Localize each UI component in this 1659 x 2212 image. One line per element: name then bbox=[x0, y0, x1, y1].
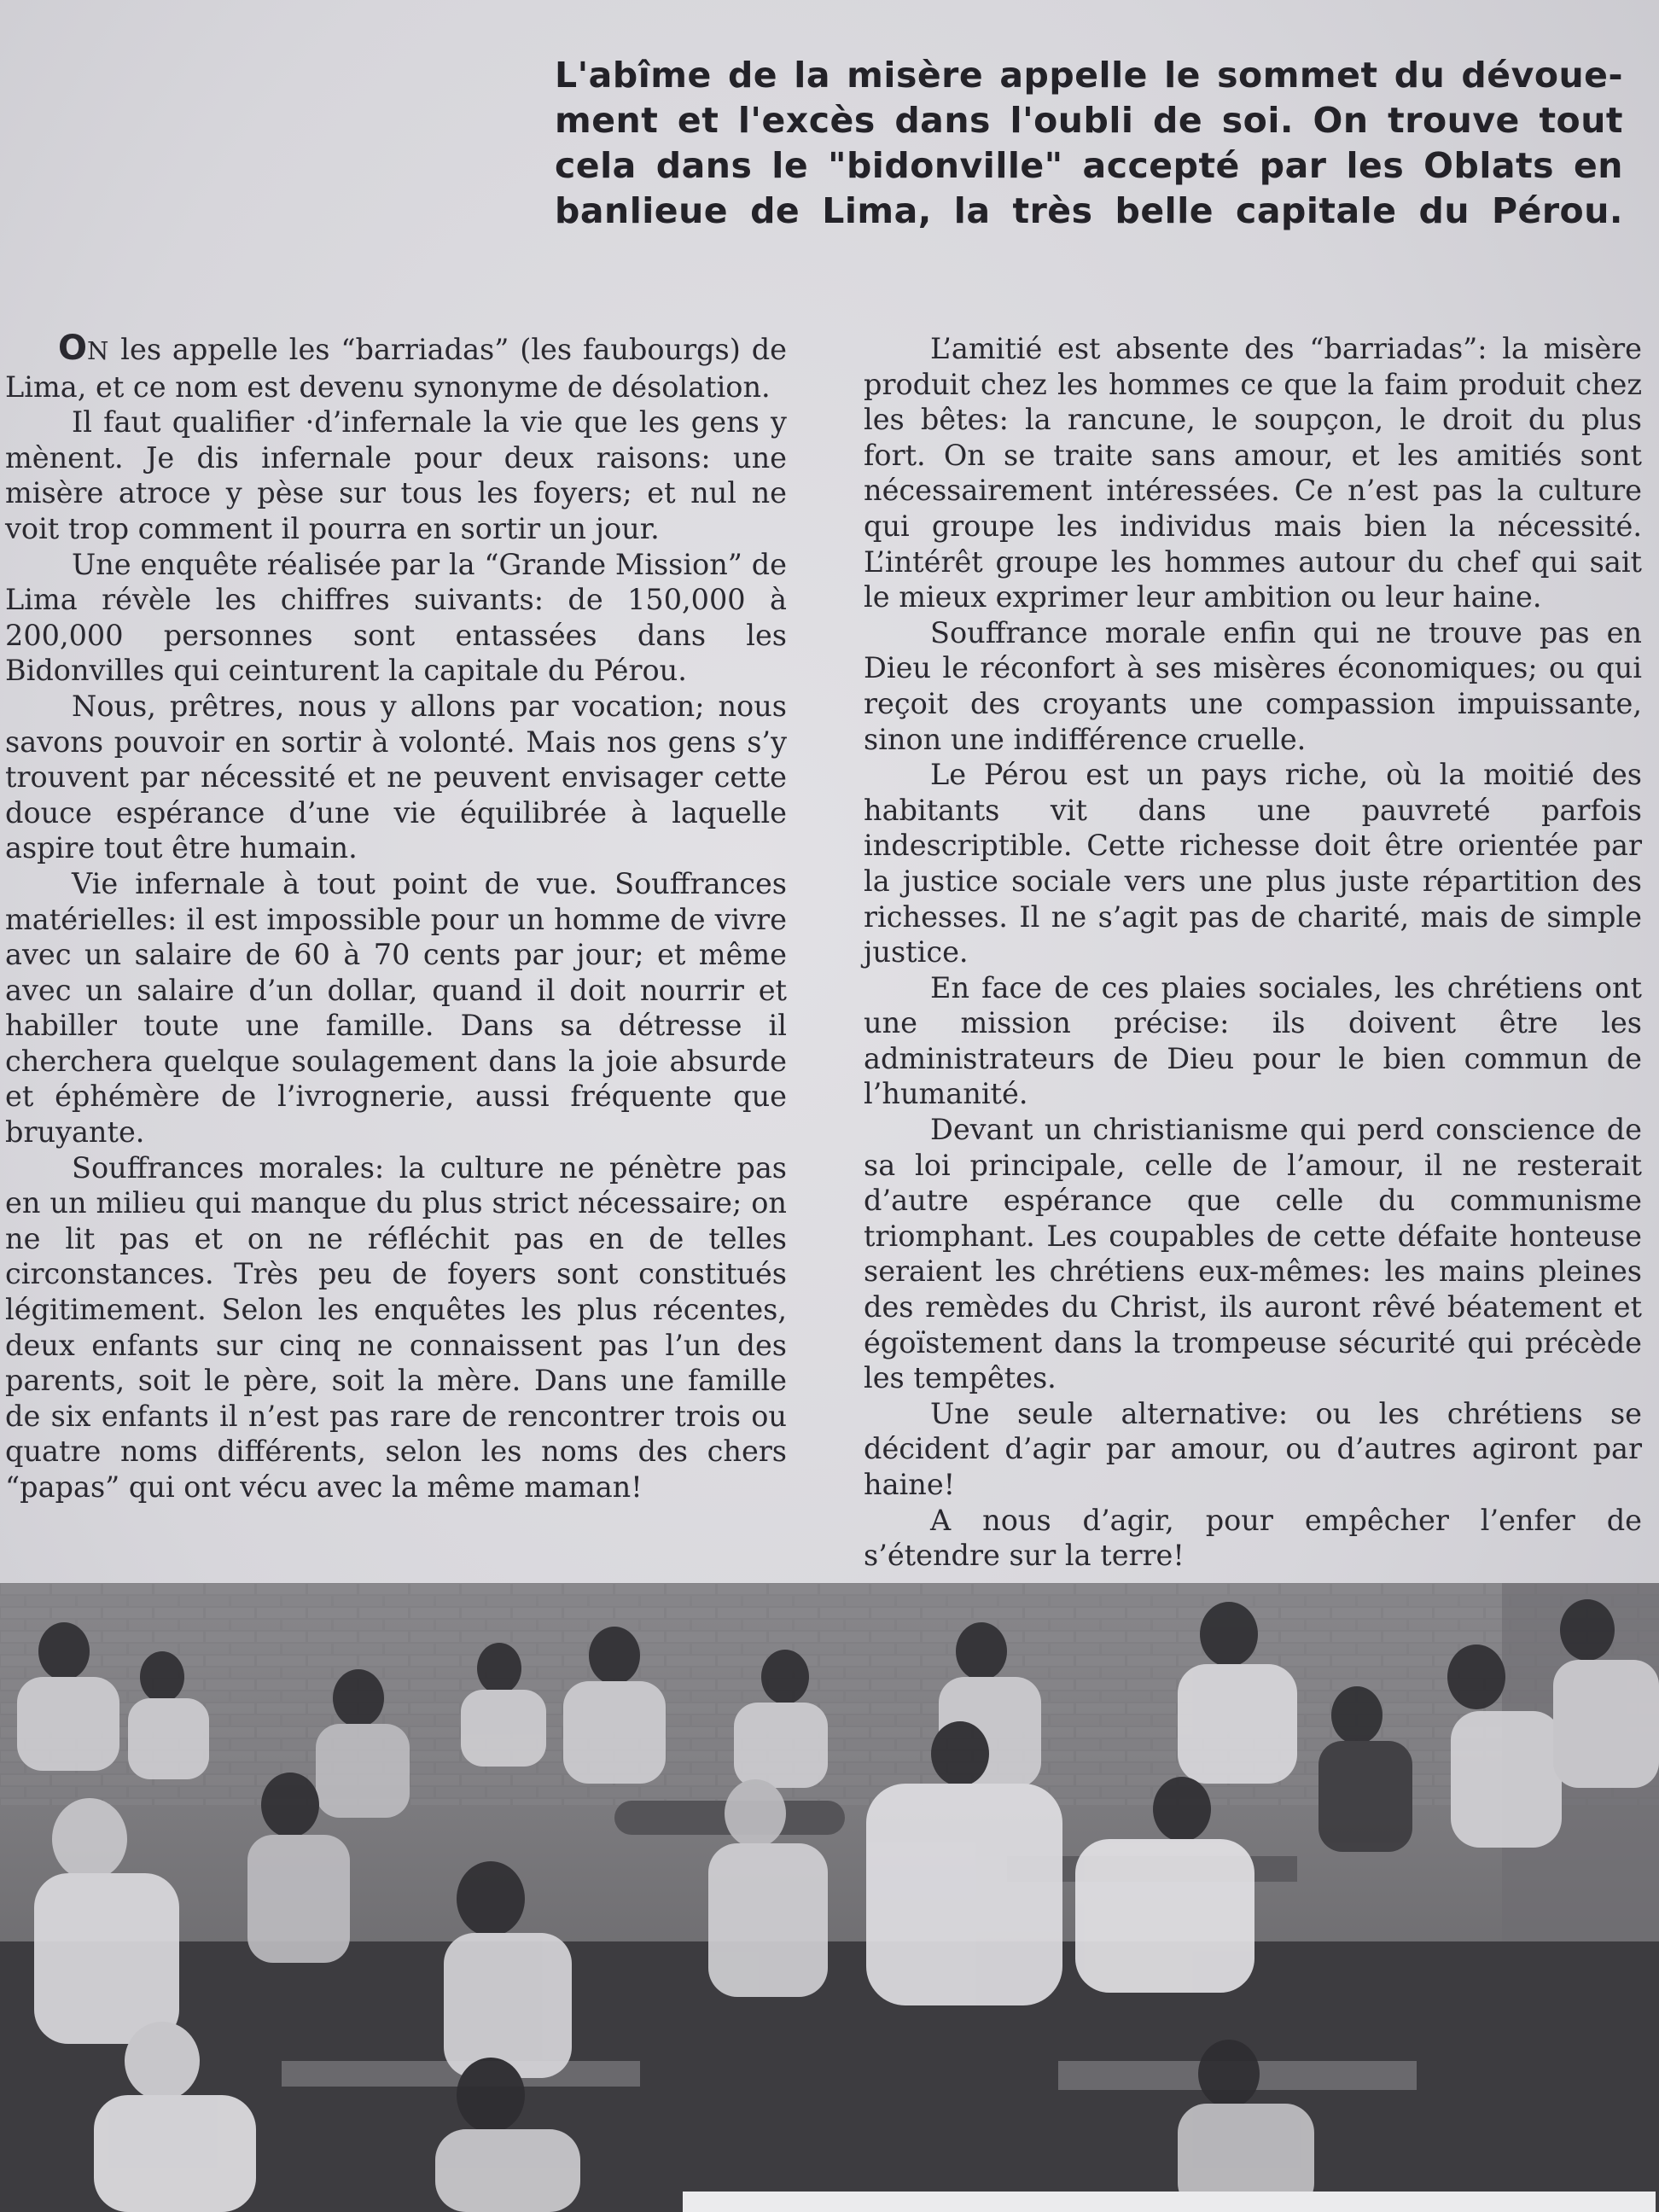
paragraph: Vie infernale à tout point de vue. Souffrances matérielles: il est impossible pour un homme de vivre avec un salaire de 60 à 70 cents par jour; et même avec un salaire d’un dollar, quand il doit nourrir et habiller toute une famille. Dans sa détresse il cherchera quelque soulagement dans la joie absurde et éphémère de l’ivrognerie, aussi fréquente que bruyante. bbox=[5, 866, 787, 1150]
classroom-photo bbox=[0, 1583, 1659, 2212]
paragraph: Une enquête réalisée par la “Grande Mission” de Lima révèle les chiffres suivants: de 150,000 à 200,000 personnes sont entassées dans les Bidonvilles qui ceinturent la capitale du Pérou. bbox=[5, 547, 787, 688]
right-column bbox=[864, 331, 1642, 1574]
paragraph: En face de ces plaies sociales, les chrétiens ont une mission précise: ils doivent être les administrateurs de Dieu pour le bien commun de l’humanité. bbox=[864, 970, 1642, 1111]
headline bbox=[555, 53, 1623, 234]
page-edge-strip bbox=[683, 2192, 1656, 2212]
headline-line: cela dans le "bidonville" accepté par les Oblats en bbox=[555, 145, 1623, 186]
paragraph: Le Pérou est un pays riche, où la moitié des habitants vit dans une pauvreté parfois indescriptible. Cette richesse doit être orientée par la justice sociale vers une plus juste répartition des richesses. Il ne s’agit pas de charité, mais de simple justice. bbox=[864, 758, 1642, 969]
drop-cap: O bbox=[58, 329, 88, 368]
headline-line: banlieue de Lima, la très belle capitale du Pérou. bbox=[555, 190, 1623, 231]
paragraph: Il faut qualifier ·d’infernale la vie que les gens y mènent. Je dis infernale pour deux raisons: une misère atroce y pèse sur tous les foyers; et nul ne voit trop comment il pourra en sortir un jour. bbox=[5, 405, 787, 545]
classroom-photo-illustration bbox=[0, 1583, 1659, 2212]
small-cap: N bbox=[87, 336, 110, 365]
paragraph: L’amitié est absente des “barriadas”: la misère produit chez les hommes ce que la faim produit chez les bêtes: la rancune, le soupçon, le droit du plus fort. On se traite sans amour, et les amitiés sont nécessairement intéressées. Ce n’est pas la culture qui groupe les individus mais bien la nécessité. L’intérêt groupe les hommes autour du chef qui sait le mieux exprimer leur ambition ou leur haine. bbox=[864, 332, 1642, 614]
headline-line: L'abîme de la misère appelle le sommet du dévoue- bbox=[555, 55, 1623, 96]
left-column bbox=[5, 331, 787, 1505]
headline-line: ment et l'excès dans l'oubli de soi. On trouve tout bbox=[555, 100, 1623, 141]
paragraph: Souffrances morales: la culture ne pénètre pas en un milieu qui manque du plus strict nécessaire; on ne lit pas et on ne réfléchit pas en de telles circonstances. Très peu de foyers sont constitués légitimement. Selon les enquêtes les plus récentes, deux enfants sur cinq ne connaissent pas l’un des parents, soit le père, soit la mère. Dans une famille de six enfants il n’est pas rare de rencontrer trois ou quatre noms différents, selon les noms des chers “papas” qui ont vécu avec la même maman! bbox=[5, 1150, 787, 1504]
paragraph: Devant un christianisme qui perd conscience de sa loi principale, celle de l’amour, il ne resterait d’autre espérance que celle du communisme triomphant. Les coupables de cette défaite honteuse seraient les chrétiens eux-mêmes: les mains pleines des remèdes du Christ, ils auront rêvé béatement et égoïstement dans la trompeuse sécurité qui précède les tempêtes. bbox=[864, 1113, 1642, 1395]
paragraph: Souffrance morale enfin qui ne trouve pas en Dieu le réconfort à ses misères économiques; ou qui reçoit des croyants une compassion impuissante, sinon une indifférence cruelle. bbox=[864, 615, 1642, 756]
paragraph bbox=[5, 331, 787, 405]
paragraph: Une seule alternative: ou les chrétiens se décident d’agir par amour, ou d’autres agiront par haine! bbox=[864, 1396, 1642, 1501]
paragraph: Nous, prêtres, nous y allons par vocation; nous savons pouvoir en sortir à volonté. Mais nos gens s’y trouvent par nécessité et ne peuvent envisager cette douce espérance d’une vie équilibrée à laquelle aspire tout être humain. bbox=[5, 689, 787, 865]
paragraph: A nous d’agir, pour empêcher l’enfer de s’étendre sur la terre! bbox=[864, 1503, 1642, 1573]
paragraph-text: les appelle les “barriadas” (les faubourgs) de Lima, et ce nom est devenu synonyme de désolation. bbox=[5, 333, 787, 404]
